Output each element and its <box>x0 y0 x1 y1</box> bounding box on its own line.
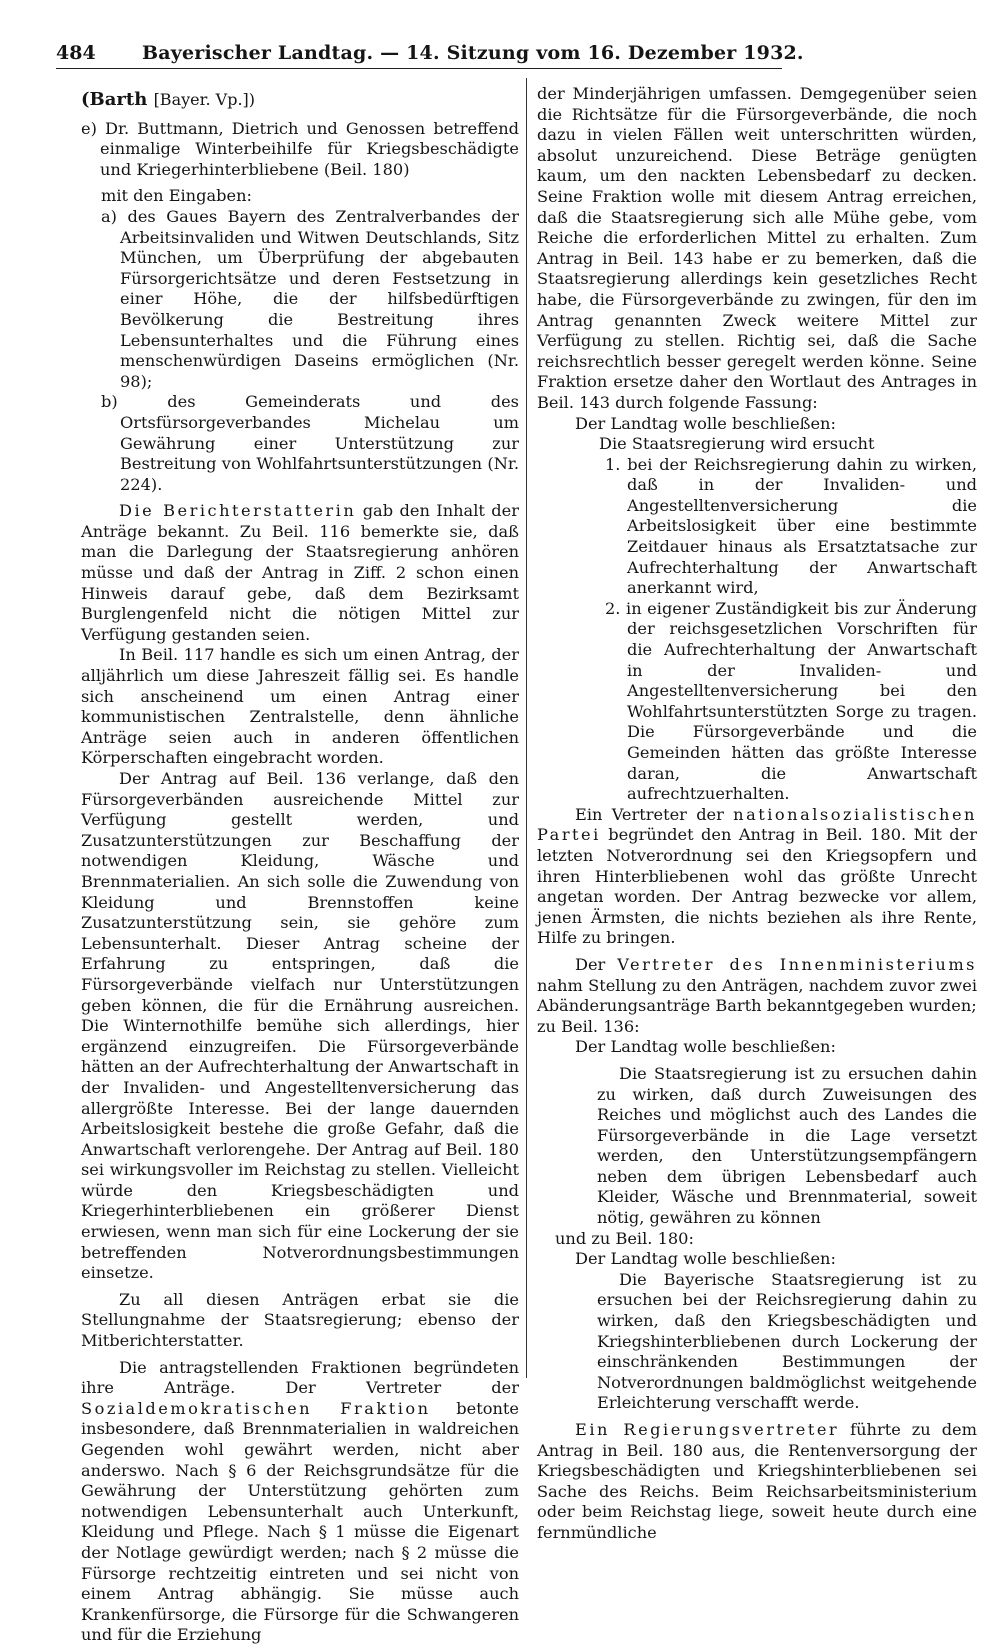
paragraph: In Beil. 117 handle es sich um einen Antrag, der alljährlich um diese Jahreszeit fällig sei. Es handle sich anscheinend um einen Antrag einer kommunistischen Zentralstelle, denn ähnliche Anträge seien auch in anderen öffentlichen Körperschaften eingebracht worden. <box>81 645 519 768</box>
page-number: 484 <box>56 42 96 64</box>
motion-quote: Die Staatsregierung ist zu ersuchen dahin zu wirken, daß durch Zuweisungen des Reiches und möglichst auch des Landes die Fürsorgeverbände in die Lage versetzt werden, den Unterstützungsempfängern neben dem übrigen Lebensbedarf auch Kleider, Wäsche und Brennmaterial, soweit nötig, gewähren zu können <box>597 1063 977 1228</box>
paragraph: Der Antrag auf Beil. 136 verlange, daß den Fürsorgeverbänden ausreichende Mittel zur Verfügung gestellt werden, und Zusatzunterstützungen zur Beschaffung der notwendigen Kleidung, Wäsche und Brennmaterialien. An sich solle die Zuwendung von Kleidung und Brennstoffen keine Zusatzunterstützung sein, sie gehöre zum Lebensunterhalt. Dieser Antrag scheine der Erfahrung zu entspringen, daß die Fürsorgeverbände vielfach nur Unterstützungen geben können, die für die Ernährung ausreichen. Die Winternothilfe bemühe sich allerdings, hier ergänzend einzugreifen. Die Fürsorgeverbände hätten an der Aufrechterhaltung der Anwartschaft in der Invaliden- und Angestelltenversicherung das allergrößte Interesse. Bei der lange dauernden Arbeitslosigkeit bestehe die große Gefahr, daß die Anwartschaft verlorengehe. Der Antrag auf Beil. 180 sei wirkungsvoller im Reichstag zu stellen. Vielleicht würde den Kriegsbeschädigten und Kriegerhinterbliebenen ein größerer Dienst erwiesen, wenn man sich für eine Lockerung der sie betreffenden Notverordnungsbestimmungen einsetze. <box>81 769 519 1283</box>
header-rule <box>56 68 782 69</box>
paragraph: Zu all diesen Anträgen erbat sie die Stellungnahme der Staatsregierung; ebenso der Mitberichterstatter. <box>81 1289 519 1351</box>
amendment-label: zu Beil. 136: <box>537 1016 640 1036</box>
right-column <box>537 84 977 1544</box>
motion-point-1: 1. bei der Reichsregierung dahin zu wirken, daß in der Invaliden- und Angestelltenversicherung die Arbeitslosigkeit über eine bestimmte Zeitdauer hinaus als Ersatztatsache zur Aufrechterhaltung der Anwartschaft anerkannt wird, <box>605 454 977 598</box>
paragraph: Die antragstellenden Fraktionen begründeten ihre Anträge. Der Vertreter der Sozialdemokratischen Fraktion betonte insbesondere, daß Brennmaterialien in waldreichen Gegenden wohl gewährt werden, nicht aber anderswo. Nach § 6 der Reichsgrundsätze für die Gewährung der Unterstützung gehörten zum notwendigen Lebensunterhalt auch Unterkunft, Kleidung und Pflege. Nach § 1 müsse die Eigenart der Notlage gewürdigt werden; nach § 2 müsse die Fürsorge rechtzeitig eintreten und sei nicht von einem Antrag abhängig. Sie müsse auch Krankenfürsorge, die Fürsorge für die Schwangeren und für die Erziehung <box>81 1357 519 1645</box>
motion-point-2: 2. in eigener Zuständigkeit bis zur Änderung der reichsgesetzlichen Vorschriften für die Aufrechterhaltung der Anwartschaft in der Invaliden- und Angestelltenversicherung bei den Wohlfahrtsunterstützten Sorge zu tragen. Die Fürsorgeverbände und die Gemeinden hätten das größte Interesse daran, die Anwartschaft aufrechtzuerhalten. <box>605 598 977 804</box>
paragraph: Ein Vertreter der nationalsozialistischen Partei begründet den Antrag in Beil. 180. Mit der letzten Notverordnung sei den Kriegsopfern und ihren Hinterbliebenen wohl das größte Unrecht angetan worden. Der Antrag bezwecke vor allem, jenen Ärmsten, die nichts beziehen als ihre Rente, Hilfe zu bringen. <box>537 804 977 948</box>
left-column <box>81 84 519 1646</box>
spaced-term: Sozialdemokratischen Fraktion <box>81 1398 431 1418</box>
motion-text: Die Staatsregierung wird ersucht <box>599 434 875 454</box>
paragraph: Die Berichterstatterin gab den Inhalt der Anträge bekannt. Zu Beil. 116 bemerkte sie, daß man die Darlegung der Staatsregierung anhören müsse und daß der Antrag in Ziff. 2 schon einen Hinweis darauf gebe, daß dem Bezirksamt Burglengenfeld nicht die nötigen Mittel zur Verfügung gestanden seien. <box>81 501 519 644</box>
amendment-label: und zu Beil. 180: <box>555 1228 694 1248</box>
speaker-name: (Barth <box>81 89 148 110</box>
motion-heading: Der Landtag wolle beschließen: <box>575 1249 836 1269</box>
agenda-item-e: e) Dr. Buttmann, Dietrich und Genossen betreffend einmalige Winterbeihilfe für Kriegsbeschädigte und Kriegerhinterbliebene (Beil. 180) <box>81 118 519 179</box>
motion-quote: Die Bayerische Staatsregierung ist zu ersuchen bei der Reichsregierung dahin zu wirken, daß den Kriegsbeschädigten und Kriegshinterbliebenen durch Lockerung der einschränkenden Bestimmungen der Notverordnungen baldmöglichst weitgehende Erleichterung verschafft werde. <box>597 1269 977 1413</box>
motion-heading: Der Landtag wolle beschließen: <box>575 1037 836 1057</box>
page-header <box>56 42 804 68</box>
paragraph: Ein Regierungsvertreter führte zu dem Antrag in Beil. 180 aus, die Rentenversorgung der Kriegsbeschädigten und Kriegshinterbliebenen sei Sache des Reichs. Beim Reichsarbeitsministerium oder beim Reichstag liege, soweit heute durch eine fernmündliche <box>537 1420 977 1542</box>
spaced-term: Ein Regierungsvertreter <box>575 1420 840 1439</box>
petition-a: a) des Gaues Bayern des Zentralverbandes der Arbeitsinvaliden und Witwen Deutschlands, Sitz München, um Überprüfung der abgebauten Fürsorgerichtsätze und deren Festsetzung in einer Höhe, die der hilfsbedürftigen Bevölkerung die Bestreitung ihres Lebensunterhaltes und die Führung eines menschenwürdigen Daseins ermöglichen (Nr. 98); <box>101 206 519 391</box>
speaker-party: [Bayer. Vp.]) <box>153 90 256 109</box>
speaker-heading <box>81 90 519 111</box>
petition-b: b) des Gemeinderats und des Ortsfürsorgeverbandes Michelau um Gewährung einer Unterstützung zur Bestreitung von Wohlfahrtsunterstützungen (Nr. 224). <box>101 392 519 494</box>
running-title: Bayerischer Landtag. — 14. Sitzung vom 16. Dezember 1932. <box>142 42 804 64</box>
spaced-term: Vertreter des Innenministeriums <box>617 954 977 974</box>
spaced-term: nationalsozialistischen Partei <box>537 804 977 845</box>
paragraph: Der Vertreter des Innenministeriums nahm Stellung zu den Anträgen, nachdem zuvor zwei Abänderungsanträge Barth bekanntgegeben wurden; <box>537 954 977 1016</box>
paragraph: der Minderjährigen umfassen. Demgegenüber seien die Richtsätze für die Fürsorgeverbände, die noch dazu in vielen Fällen weit unterschritten würden, absolut unzureichend. Diese Beträge genügten kaum, um den nackten Lebensbedarf zu decken. Seine Fraktion wolle mit diesem Antrag erreichen, daß die Staatsregierung sich alle Mühe gebe, vom Reiche die erforderlichen Mittel zu erhalten. Zum Antrag in Beil. 143 habe er zu bemerken, daß die Staatsregierung allerdings kein gesetzliches Recht habe, die Fürsorgeverbände zu zwingen, für den im Antrag genannten Zweck weitere Mittel zur Verfügung zu stellen. Richtig sei, daß die Sache reichsrechtlich besser geregelt werden könne. Seine Fraktion ersetze daher den Wortlaut des Antrages in Beil. 143 durch folgende Fassung: <box>537 84 977 412</box>
petitions-intro: mit den Eingaben: <box>101 186 252 206</box>
column-divider <box>526 78 527 1378</box>
motion-heading: Der Landtag wolle beschließen: <box>575 413 836 433</box>
spaced-term: Die Berichterstatterin <box>119 501 357 521</box>
